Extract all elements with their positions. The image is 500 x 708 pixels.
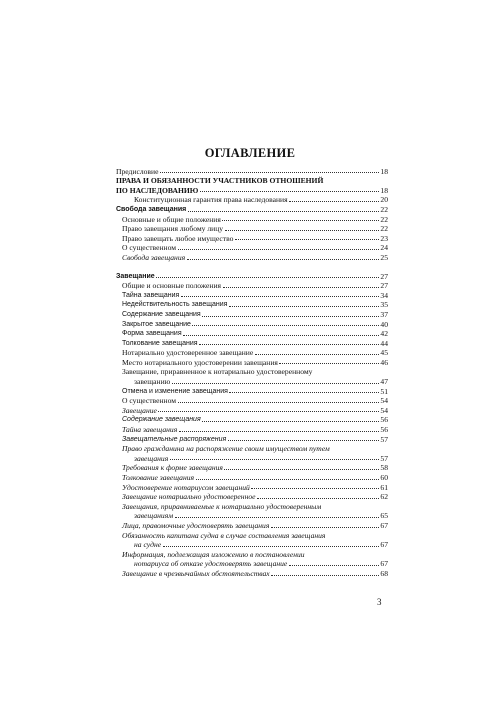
toc-entry: Предисловие 18 [116,166,388,176]
toc-heading: ОГЛАВЛЕНИЕ [204,146,296,160]
toc-entry: Завещание 27 [116,271,388,281]
toc-entry: завещанию 47 [134,377,388,387]
toc-entry: Толкование завещания 44 [122,338,388,348]
toc-entry: на судне 67 [134,540,388,550]
toc-entry: Завещание в чрезвычайных обстоятельствах 68 [122,568,388,578]
toc-entry: Свобода завещания 25 [122,252,388,262]
toc-entry: Удостоверение нотариусом завещаний 61 [122,482,388,492]
toc-entry: ПО НАСЛЕДОВАНИЮ 18 [116,185,388,195]
page-number: 3 [377,597,382,607]
toc-entry: Завещание нотариально удостоверенное 62 [122,492,388,502]
toc-entry: Требования к форме завещания 58 [122,463,388,473]
toc-entry: Место нотариального удостоверении завещания 46 [122,357,388,367]
toc-entry: нотариуса об отказе удостоверять завещание 67 [134,559,388,569]
toc-entry: завещания 57 [134,453,388,463]
toc-entry: Содержание завещания 56 [122,415,388,425]
toc-entry: Тайна завещания 34 [122,290,388,300]
toc-entry: О существенном 24 [122,243,388,253]
toc-entry: Отмена и изменение завещания 51 [122,386,388,396]
toc-entry: Тайна завещания 56 [122,425,388,435]
toc-entry: Основные и общие положения 22 [122,214,388,224]
toc-entry: Право гражданина на распоряжение своим имуществом путем [122,444,330,454]
toc-entry: ПРАВА И ОБЯЗАННОСТИ УЧАСТНИКОВ ОТНОШЕНИЙ [116,176,324,186]
toc-entry: О существенном 54 [122,396,388,406]
table-of-contents [116,166,388,578]
toc-entry: Завещательные распоряжения 57 [122,434,388,444]
toc-entry: Завещания, приравниваемые к нотариально удостоверенным [122,501,322,511]
toc-entry: Содержание завещания 37 [122,309,388,319]
toc-entry: Право завещания любому лицу 22 [122,224,388,234]
toc-entry: Общие и основные положения 27 [122,281,388,291]
toc-entry: Обязанность капитана судна в случае составления завещания [122,530,326,540]
toc-entry: Право завещать любое имущество 23 [122,233,388,243]
toc-entry: Свобода завещания 22 [116,204,388,214]
toc-entry: завещаниям 65 [134,511,388,521]
toc-entry: Конституционная гарантия права наследования 20 [134,195,388,205]
toc-entry: Информация, подлежащая изложению в постановлении [122,549,305,559]
toc-entry: Лица, правомочные удостоверять завещания 67 [122,520,388,530]
toc-entry: Недействительность завещания 35 [122,300,388,310]
toc-entry: Толкование завещания 60 [122,473,388,482]
toc-entry: Завещание, приравненное к нотариально удостоверенному [122,367,313,377]
toc-entry: Закрытое завещание 40 [122,319,388,329]
toc-entry: Форма завещания 42 [122,329,388,339]
toc-entry: Нотариально удостоверенное завещание 45 [122,348,388,358]
toc-entry: Завещание 54 [122,405,388,415]
